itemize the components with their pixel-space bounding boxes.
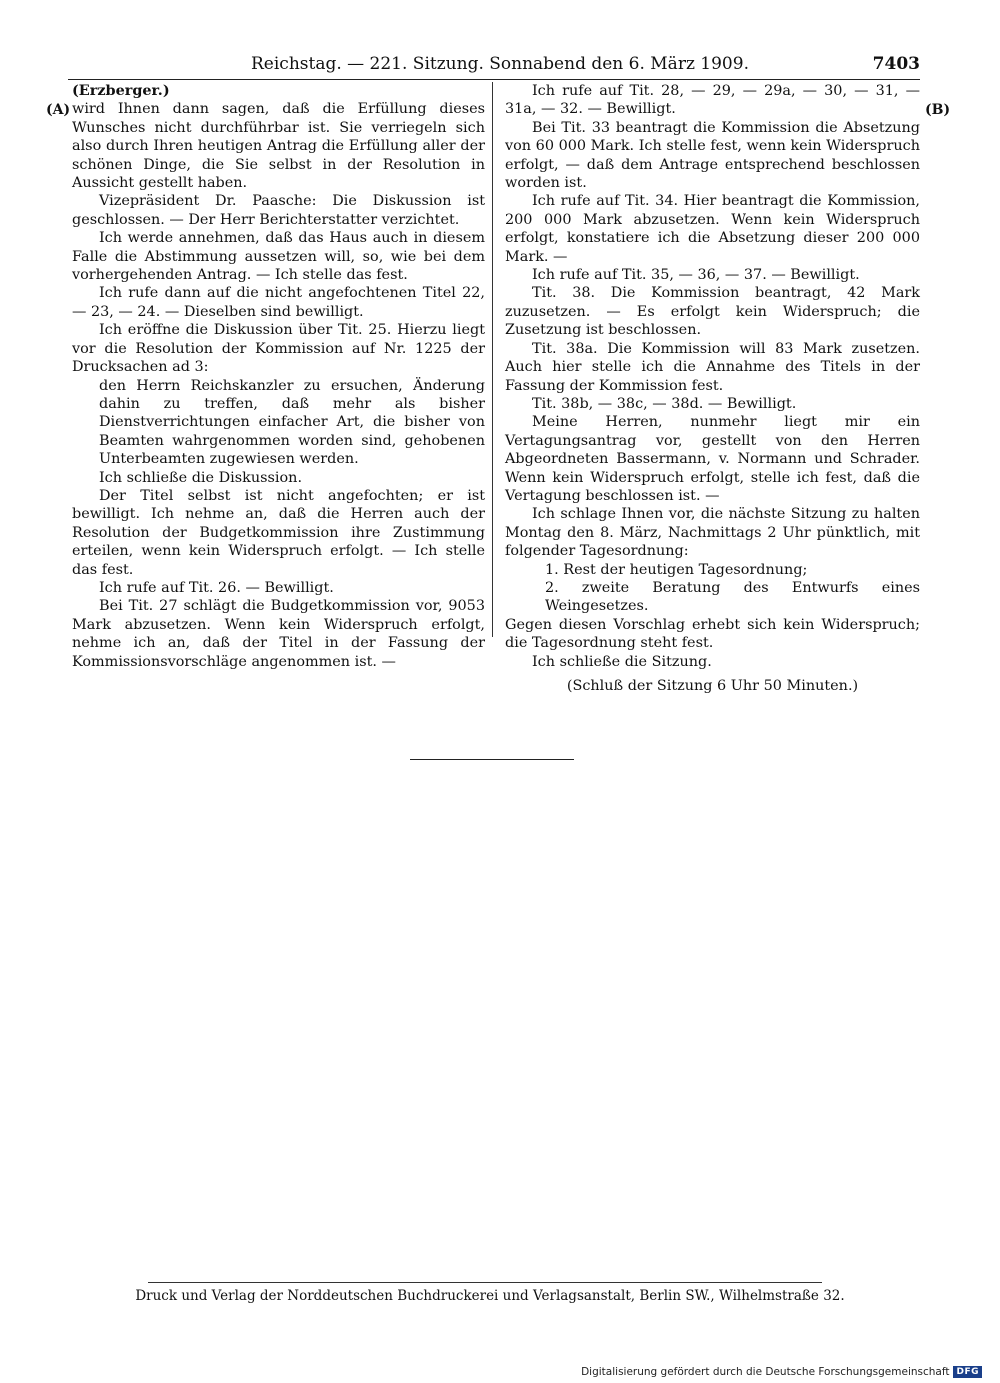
column-divider (492, 82, 493, 637)
speaker-tag: (Erzberger.) (72, 82, 170, 99)
funding-note (581, 1366, 982, 1378)
paragraph: Ich werde annehmen, daß das Haus auch in diesem Falle die Abstimmung aussetzen will, so, wie bei dem vorhergehenden Antrag. — Ich stelle das fest. (72, 230, 485, 284)
dfg-logo-icon: DFG (953, 1366, 982, 1378)
paragraph: Ich rufe auf Tit. 35, — 36, — 37. — Bewilligt. (532, 267, 860, 284)
right-column (505, 82, 920, 695)
paragraph: Ich schließe die Sitzung. (532, 653, 712, 670)
header-rule (68, 79, 920, 80)
agenda-item: 2. zweite Beratung des Entwurfs eines Weingesetzes. (545, 579, 920, 615)
running-header (80, 54, 920, 76)
agenda-item: 1. Rest der heutigen Tagesordnung; (545, 561, 808, 578)
running-title: Reichstag. — 221. Sitzung. Sonnabend den 6. März 1909. (251, 54, 749, 74)
paragraph: wird Ihnen dann sagen, daß die Erfüllung dieses Wunsches nicht durchführbar ist. Sie verriegeln sich also durch Ihren heutigen Antrag die Erfüllung aller der schönen Dinge, die Sie selbst in der Resolution in Aussicht gestellt haben. (72, 101, 485, 192)
paragraph: Meine Herren, nunmehr liegt mir ein Vertagungsantrag vor, gestellt von den Herren Abgeordneten Bassermann, v. Normann und Schrader. Wenn kein Widerspruch erfolgt, stelle ich fest, daß die Vertagung beschlossen ist. — (505, 414, 920, 504)
paragraph: Ich rufe auf Tit. 28, — 29, — 29a, — 30, — 31, — 31a, — 32. — Bewilligt. (505, 83, 920, 118)
paragraph: Ich rufe auf Tit. 26. — Bewilligt. (99, 579, 334, 596)
paragraph: Tit. 38b, — 38c, — 38d. — Bewilligt. (532, 395, 797, 412)
page-number: 7403 (872, 54, 920, 74)
paragraph: Ich schließe die Diskussion. (99, 469, 303, 486)
paragraph: Gegen diesen Vorschlag erhebt sich kein Widerspruch; die Tagesordnung steht fest. (505, 616, 920, 652)
footer-rule (148, 1282, 822, 1283)
paragraph: Ich eröffne die Diskussion über Tit. 25. Hierzu liegt vor die Resolution der Kommission auf Nr. 1225 der Drucksachen ad 3: (72, 322, 485, 376)
paragraph: Bei Tit. 27 schlägt die Budgetkommission vor, 9053 Mark abzusetzen. Wenn kein Widerspruch erfolgt, nehme ich an, daß der Titel in der Fassung der Kommissionsvorschläge angenommen ist. — (72, 598, 485, 670)
paragraph: Der Titel selbst ist nicht angefochten; er ist bewilligt. Ich nehme an, daß die Herren auch der Resolution der Budgetkommission ihre Zustimmung erteilen, wenn kein Widerspruch erfolgt. — Ich stelle das fest. (72, 487, 485, 578)
session-close-note: (Schluß der Sitzung 6 Uhr 50 Minuten.) (566, 678, 859, 694)
imprint: Druck und Verlag der Norddeutschen Buchdruckerei und Verlagsanstalt, Berlin SW., Wilhelmstraße 32. (135, 1288, 845, 1304)
paragraph: Ich rufe dann auf die nicht angefochtenen Titel 22, — 23, — 24. — Dieselben sind bewilligt. (72, 285, 485, 320)
paragraph: Ich rufe auf Tit. 34. Hier beantragt die Kommission, 200 000 Mark abzusetzen. Wenn kein Widerspruch erfolgt, konstatiere ich die Absetzung dieser 200 000 Mark. — (505, 193, 920, 265)
left-column (72, 82, 485, 671)
paragraph: Bei Tit. 33 beantragt die Kommission die Absetzung von 60 000 Mark. Ich stelle fest, wenn kein Widerspruch erfolgt, — daß dem Antrage entsprechend beschlossen worden ist. (505, 119, 920, 192)
margin-mark-b: (B) (925, 102, 951, 118)
paragraph: Tit. 38a. Die Kommission will 83 Mark zusetzen. Auch hier stelle ich die Annahme des Titels in der Fassung der Kommission fest. (505, 340, 920, 394)
section-end-rule (410, 759, 574, 760)
paragraph: Ich schlage Ihnen vor, die nächste Sitzung zu halten Montag den 8. März, Nachmittags 2 Uhr pünktlich, mit folgender Tagesordnung: (505, 506, 920, 560)
paragraph: Tit. 38. Die Kommission beantragt, 42 Mark zuzusetzen. — Es erfolgt kein Widerspruch; die Zusetzung ist beschlossen. (505, 285, 920, 339)
resolution-quote: den Herrn Reichskanzler zu ersuchen, Änderung dahin zu treffen, daß mehr als bisher Dienstverrichtungen einfacher Art, die bisher von Beamten wahrgenommen worden sind, gehobenen Unterbeamten zugewiesen werden. (99, 377, 485, 468)
paragraph: Vizepräsident Dr. Paasche: Die Diskussion ist geschlossen. — Der Herr Berichterstatter verzichtet. (72, 193, 485, 228)
funding-text: Digitalisierung gefördert durch die Deutsche Forschungsgemeinschaft (581, 1366, 950, 1378)
margin-mark-a: (A) (46, 102, 71, 118)
